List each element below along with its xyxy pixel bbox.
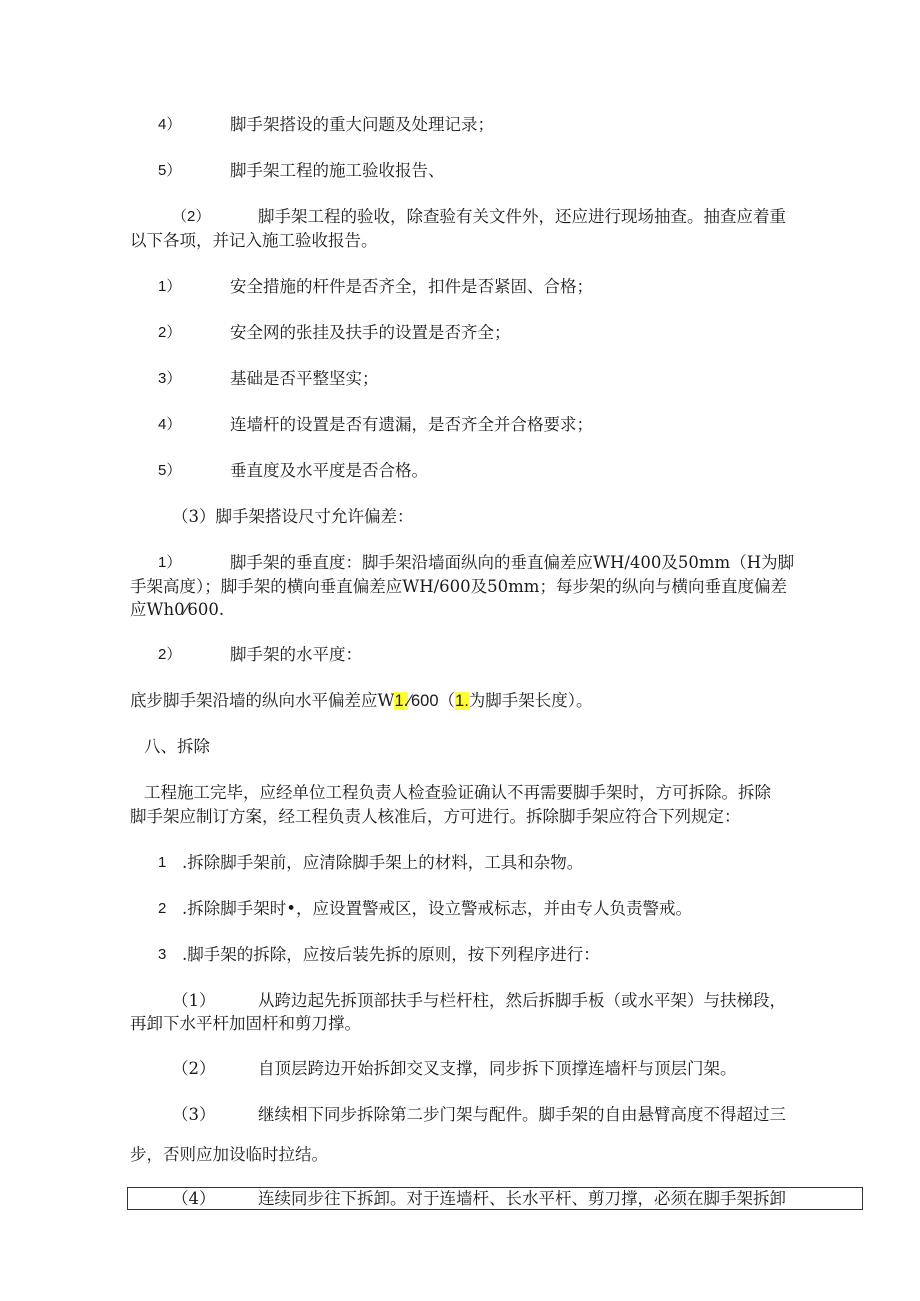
- item-text: 安全网的张挂及扶手的设置是否齐全；: [230, 323, 511, 342]
- rule-text: .脚手架的拆除，应按后装先拆的原则，按下列程序进行：: [182, 945, 600, 964]
- item-number: 1）: [158, 554, 182, 571]
- rule-number: 3: [158, 946, 167, 963]
- item-text: 脚手架工程的验收，除查验有关文件外，还应进行现场抽查。抽查应着重: [258, 207, 786, 226]
- item-number: 4）: [158, 116, 182, 133]
- level-prefix: 底步脚手架沿墙的纵向水平偏差应W: [130, 691, 395, 710]
- item-text-continued: 以下各项，并记入施工验收报告。: [130, 231, 378, 250]
- step-text: 连续同步往下拆卸。对于连墙杆、长水平杆、剪刀撑，必须在脚手架拆卸: [258, 1189, 786, 1208]
- item-text: 脚手架的水平度：: [230, 645, 362, 664]
- level-deviation-text: [130, 690, 593, 712]
- step-text: 自顶层跨边开始拆卸交叉支撑，同步拆下顶撑连墙杆与顶层门架。: [258, 1059, 737, 1078]
- item-number: 5）: [158, 462, 182, 479]
- step-number: （4）: [172, 1189, 216, 1208]
- step-number: （2）: [172, 1059, 216, 1078]
- item-number: 5）: [158, 162, 182, 179]
- item-text-continued: 应Wh0⁄600.: [130, 600, 225, 619]
- item-text: 基础是否平整坚实；: [230, 369, 379, 388]
- highlight-l: 1.: [455, 692, 469, 710]
- step-number: （3）: [172, 1105, 216, 1124]
- step-number: （1）: [172, 991, 216, 1010]
- step-text-continued: 再卸下水平杆加固杆和剪刀撑。: [130, 1014, 361, 1033]
- item-number: （2）: [172, 208, 211, 225]
- item-number: 2）: [158, 646, 182, 663]
- rule-text: .拆除脚手架时•，应设置警戒区，设立警戒标志，并由专人负责警戒。: [182, 899, 692, 918]
- item-number: 1）: [158, 278, 182, 295]
- level-mid: ⁄600（: [408, 692, 456, 710]
- rule-number: 1: [158, 854, 167, 871]
- item-text: 垂直度及水平度是否合格。: [230, 461, 428, 480]
- item-number: 2）: [158, 324, 182, 341]
- highlight-l: 1.: [394, 692, 409, 710]
- item-number: 3）: [158, 370, 182, 387]
- intro-text: 工程施工完毕，应经单位工程负责人检查验证确认不再需要脚手架时，方可拆除。拆除: [144, 783, 771, 802]
- intro-text-continued: 脚手架应制订方案，经工程负责人核准后，方可进行。拆除脚手架应符合下列规定：: [130, 807, 741, 826]
- step-text: 从跨边起先拆顶部扶手与栏杆柱，然后拆脚手板（或水平架）与扶梯段，: [258, 991, 786, 1010]
- item-text-continued: 手架高度）；脚手架的横向垂直偏差应WH/600及50mm；每步架的纵向与横向垂直度偏差: [130, 577, 787, 596]
- item-text: 脚手架搭设的重大问题及处理记录；: [230, 115, 494, 134]
- step-text-continued: 步，否则应加设临时拉结。: [130, 1145, 328, 1164]
- item-text: 安全措施的杆件是否齐全，扣件是否紧固、合格；: [230, 277, 593, 296]
- item-text: 连墙杆的设置是否有遗漏，是否齐全并合格要求；: [230, 415, 593, 434]
- item-text: 脚手架工程的施工验收报告、: [230, 161, 445, 180]
- rule-number: 2: [158, 900, 167, 917]
- rule-text: .拆除脚手架前，应清除脚手架上的材料，工具和杂物。: [182, 853, 584, 872]
- item-text: 脚手架的垂直度：脚手架沿墙面纵向的垂直偏差应WH/400及50mm（H为脚: [230, 553, 795, 572]
- step-text: 继续相下同步拆除第二步门架与配件。脚手架的自由悬臂高度不得超过三: [258, 1105, 786, 1124]
- subsection-heading: （3）脚手架搭设尺寸允许偏差：: [172, 507, 414, 526]
- level-suffix: 为脚手架长度）。: [468, 691, 593, 710]
- section-heading: 八、拆除: [144, 737, 210, 756]
- item-number: 4）: [158, 416, 182, 433]
